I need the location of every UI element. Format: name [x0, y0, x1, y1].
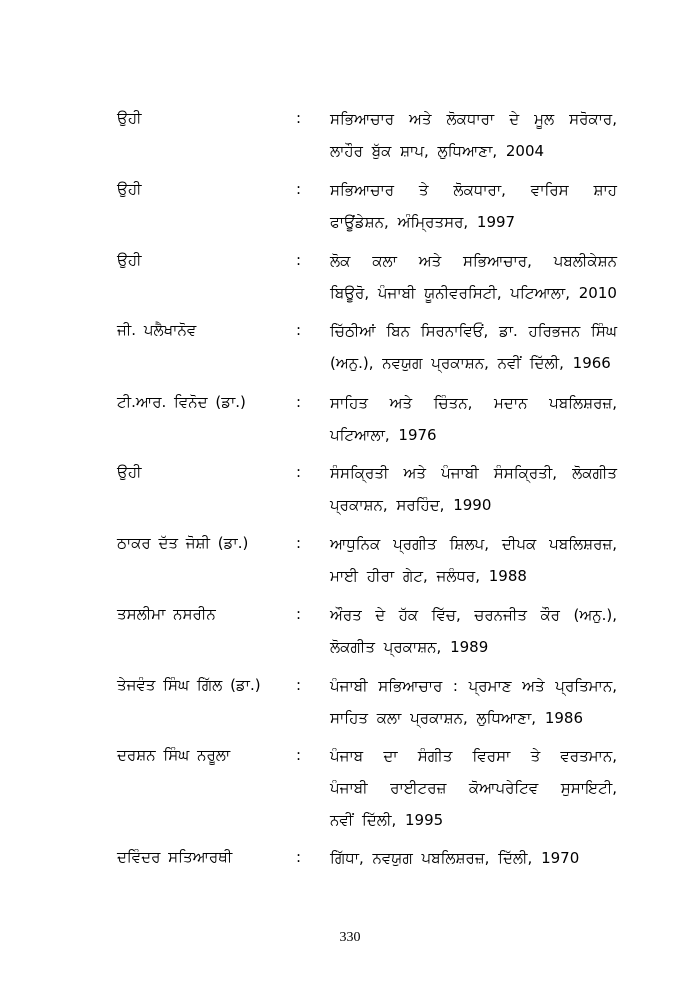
page-number: 330 — [339, 930, 361, 945]
entry-separator: : — [296, 393, 302, 411]
reference-line: ਸਭਿਆਚਾਰ ਅਤੇ ਲੋਕਧਾਰਾ ਦੇ ਮੂਲ ਸਰੋਕਾਰ, — [330, 110, 617, 128]
reference-line: ਗਿੱਧਾ, ਨਵਯੁਗ ਪਬਲਿਸ਼ਰਜ਼, ਦਿੱਲੀ, 1970 — [330, 849, 580, 867]
reference-line: ਨਵੀਂ ਦਿੱਲੀ, 1995 — [330, 811, 444, 829]
entry-reference — [330, 670, 617, 734]
entry-author: ਦਰਸ਼ਨ ਸਿੰਘ ਨਰੂਲਾ — [117, 746, 231, 764]
reference-line: ਔਰਤ ਦੇ ਹੱਕ ਵਿੱਚ, ਚਰਨਜੀਤ ਕੌਰ (ਅਨੁ.), — [330, 606, 617, 624]
entry-author: ਦਵਿੰਦਰ ਸਤਿਆਰਥੀ — [117, 848, 233, 866]
entry-separator: : — [296, 746, 302, 764]
entry-reference — [330, 174, 617, 238]
reference-line: ਸਾਹਿਤ ਅਤੇ ਚਿੰਤਨ, ਮਦਾਨ ਪਬਲਿਸ਼ਰਜ਼, — [330, 394, 617, 412]
entry-author: ਉਹੀ — [117, 463, 142, 481]
reference-line: ਮਾਈ ਹੀਰਾ ਗੇਟ, ਜਲੰਧਰ, 1988 — [330, 567, 527, 585]
entry-author: ਉਹੀ — [117, 251, 142, 269]
reference-line: ਪੰਜਾਬੀ ਰਾਈਟਰਜ਼ ਕੋਆਪਰੇਟਿਵ ਸੁਸਾਇਟੀ, — [330, 779, 617, 797]
reference-line: ਸਭਿਆਚਾਰ ਤੇ ਲੋਕਧਾਰਾ, ਵਾਰਿਸ ਸ਼ਾਹ — [330, 181, 617, 199]
entry-separator: : — [296, 180, 302, 198]
reference-line: ਸੰਸਕ੍ਰਿਤੀ ਅਤੇ ਪੰਜਾਬੀ ਸੰਸਕ੍ਰਿਤੀ, ਲੋਕਗੀਤ — [330, 464, 617, 482]
entry-author: ਜੀ. ਪਲੈਖਾਨੋਵ — [117, 321, 197, 339]
entry-author: ਉਹੀ — [117, 180, 142, 198]
entry-separator: : — [296, 463, 302, 481]
entry-separator: : — [296, 109, 302, 127]
entry-reference — [330, 315, 617, 379]
entry-author: ਤਸਲੀਮਾ ਨਸਰੀਨ — [117, 605, 216, 623]
reference-line: ਪ੍ਰਕਾਸ਼ਨ, ਸਰਹਿੰਦ, 1990 — [330, 496, 492, 514]
reference-line: (ਅਨੁ.), ਨਵਯੁਗ ਪ੍ਰਕਾਸ਼ਨ, ਨਵੀਂ ਦਿੱਲੀ, 1966 — [330, 354, 611, 372]
entry-author: ਉਹੀ — [117, 109, 142, 127]
reference-line: ਫਾਊਂਡੇਸ਼ਨ, ਅੰਮ੍ਰਿਤਸਰ, 1997 — [330, 213, 516, 231]
reference-line: ਸਾਹਿਤ ਕਲਾ ਪ੍ਰਕਾਸ਼ਨ, ਲੁਧਿਆਣਾ, 1986 — [330, 709, 584, 727]
entry-reference — [330, 740, 617, 836]
entry-author: ਟੀ.ਆਰ. ਵਿਨੋਦ (ਡਾ.) — [117, 393, 246, 411]
entry-separator: : — [296, 321, 302, 339]
reference-line: ਆਧੁਨਿਕ ਪ੍ਰਗੀਤ ਸ਼ਿਲਪ, ਦੀਪਕ ਪਬਲਿਸ਼ਰਜ਼, — [330, 535, 617, 553]
entry-separator: : — [296, 251, 302, 269]
reference-line: ਪਟਿਆਲਾ, 1976 — [330, 426, 437, 444]
entry-separator: : — [296, 676, 302, 694]
reference-line: ਪੰਜਾਬ ਦਾ ਸੰਗੀਤ ਵਿਰਸਾ ਤੇ ਵਰਤਮਾਨ, — [330, 747, 617, 765]
entry-separator: : — [296, 534, 302, 552]
entry-reference — [330, 387, 617, 451]
reference-line: ਲੋਕ ਕਲਾ ਅਤੇ ਸਭਿਆਚਾਰ, ਪਬਲੀਕੇਸ਼ਨ — [330, 252, 617, 270]
reference-line: ਚਿੱਠੀਆਂ ਬਿਨ ਸਿਰਨਾਵਿਓਂ, ਡਾ. ਹਰਿਭਜਨ ਸਿੰਘ — [330, 322, 617, 340]
entry-reference — [330, 245, 617, 309]
reference-line: ਪੰਜਾਬੀ ਸਭਿਆਚਾਰ : ਪ੍ਰਮਾਣ ਅਤੇ ਪ੍ਰਤਿਮਾਨ, — [330, 677, 617, 695]
reference-line: ਲਾਹੌਰ ਬੁੱਕ ਸ਼ਾਪ, ਲੁਧਿਆਣਾ, 2004 — [330, 142, 545, 160]
entry-author: ਤੇਜਵੰਤ ਸਿੰਘ ਗਿੱਲ (ਡਾ.) — [117, 676, 261, 694]
entry-separator: : — [296, 848, 302, 866]
entry-reference — [330, 103, 617, 167]
entry-reference — [330, 842, 617, 874]
entry-reference — [330, 599, 617, 663]
reference-line: ਬਿਊਰੋ, ਪੰਜਾਬੀ ਯੂਨੀਵਰਸਿਟੀ, ਪਟਿਆਲਾ, 2010 — [330, 284, 617, 302]
entry-author: ਠਾਕਰ ਦੱਤ ਜੋਸ਼ੀ (ਡਾ.) — [117, 534, 249, 552]
entry-reference — [330, 528, 617, 592]
entry-reference — [330, 457, 617, 521]
entry-separator: : — [296, 605, 302, 623]
reference-line: ਲੋਕਗੀਤ ਪ੍ਰਕਾਸ਼ਨ, 1989 — [330, 638, 489, 656]
